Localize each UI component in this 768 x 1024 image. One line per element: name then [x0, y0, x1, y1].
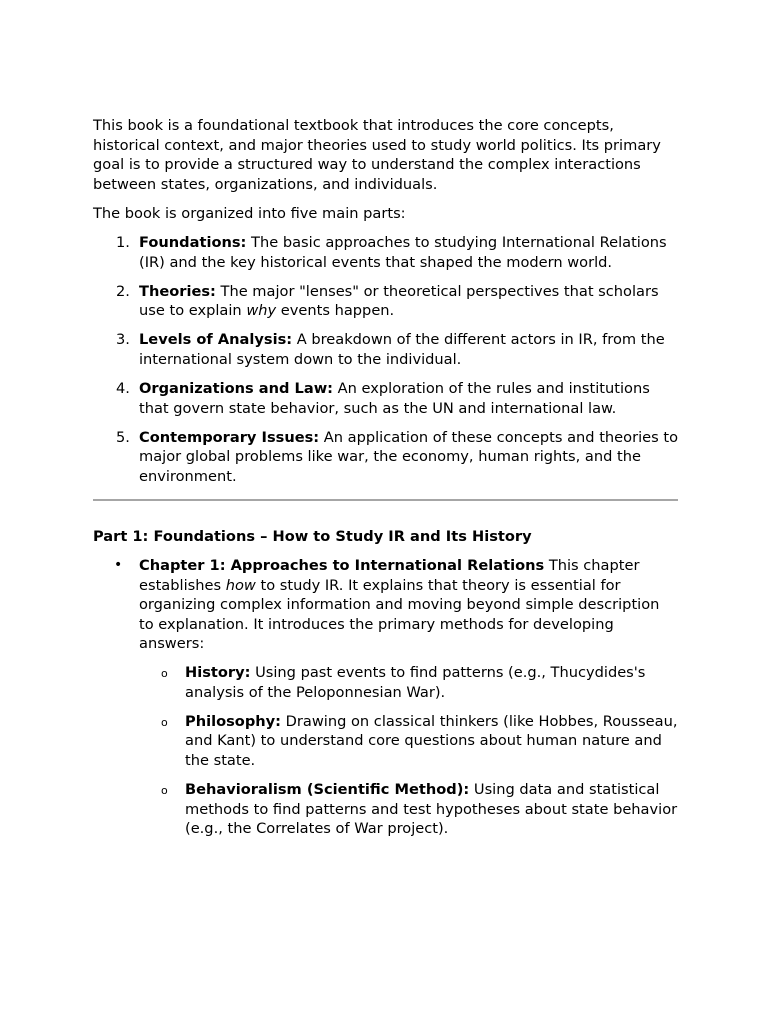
part-description: An exploration of the rules and institutions that govern state behavior, such as the UN and international law. [139, 380, 650, 417]
circle-bullet-icon: o [161, 667, 168, 681]
list-number: 3. [116, 331, 130, 349]
list-item [139, 712, 678, 771]
list-number: 5. [116, 428, 130, 446]
chapter-title: Chapter 1: Approaches to International Relations [139, 557, 545, 575]
list-number: 2. [116, 282, 130, 300]
list-number: 4. [116, 380, 130, 398]
chapter-item [93, 556, 678, 839]
circle-bullet-icon: o [161, 784, 168, 798]
list-item [139, 663, 678, 702]
list-item [93, 379, 678, 418]
method-title: Behavioralism (Scientific Method): [185, 781, 470, 799]
part-description: A breakdown of the different actors in IR, from the international system down to the individual. [139, 331, 665, 368]
part-title: Organizations and Law: [139, 380, 334, 398]
emphasis: why [246, 302, 277, 320]
method-description: Using past events to find patterns (e.g., Thucydides's analysis of the Peloponnesian War). [185, 664, 646, 701]
list-item [93, 233, 678, 272]
chapter-description: This chapter establishes [139, 557, 640, 594]
list-item [139, 780, 678, 839]
method-title: Philosophy: [185, 712, 282, 730]
emphasis: how [225, 576, 256, 594]
horizontal-divider [93, 499, 678, 501]
list-item [93, 282, 678, 321]
part-title: Foundations: [139, 233, 247, 251]
list-item [93, 428, 678, 487]
parts-list [93, 233, 678, 487]
circle-bullet-icon: o [161, 715, 168, 729]
intro-paragraph: This book is a foundational textbook that introduces the core concepts, historical context, and major theories used to study world politics. Its primary goal is to provide a structured way to understand the complex interactions between states, organizations, and individuals. [93, 117, 661, 193]
method-description: Using data and statistical methods to find patterns and test hypotheses about state behavior (e.g., the Correlates of War project). [185, 781, 678, 838]
bullet-icon: • [114, 557, 123, 574]
part-title: Levels of Analysis: [139, 331, 293, 349]
parts-intro-paragraph: The book is organized into five main parts: [93, 205, 406, 223]
part-title: Theories: [139, 282, 216, 300]
part-description: The basic approaches to studying International Relations (IR) and the key historical events that shaped the modern world. [139, 233, 667, 271]
list-item [93, 330, 678, 369]
methods-list [139, 663, 678, 839]
part-title: Contemporary Issues: [139, 428, 320, 446]
list-number: 1. [116, 233, 130, 251]
chapter-list [93, 556, 678, 839]
method-title: History: [185, 664, 251, 682]
part-description: An application of these concepts and theories to major global problems like war, the economy, human rights, and the environment. [139, 428, 678, 485]
document-body [93, 116, 678, 848]
chapter-description-end: to study IR. It explains that theory is essential for organizing complex information and moving beyond simple description to explanation. It introduces the primary methods for developing answers: [139, 576, 660, 653]
section-heading: Part 1: Foundations – How to Study IR and Its History [93, 527, 532, 545]
part-description-end: events happen. [276, 302, 395, 320]
part-description: The major "lenses" or theoretical perspectives that scholars use to explain [139, 282, 659, 320]
method-description: Drawing on classical thinkers (like Hobbes, Rousseau, and Kant) to understand core questions about human nature and the state. [185, 712, 678, 769]
